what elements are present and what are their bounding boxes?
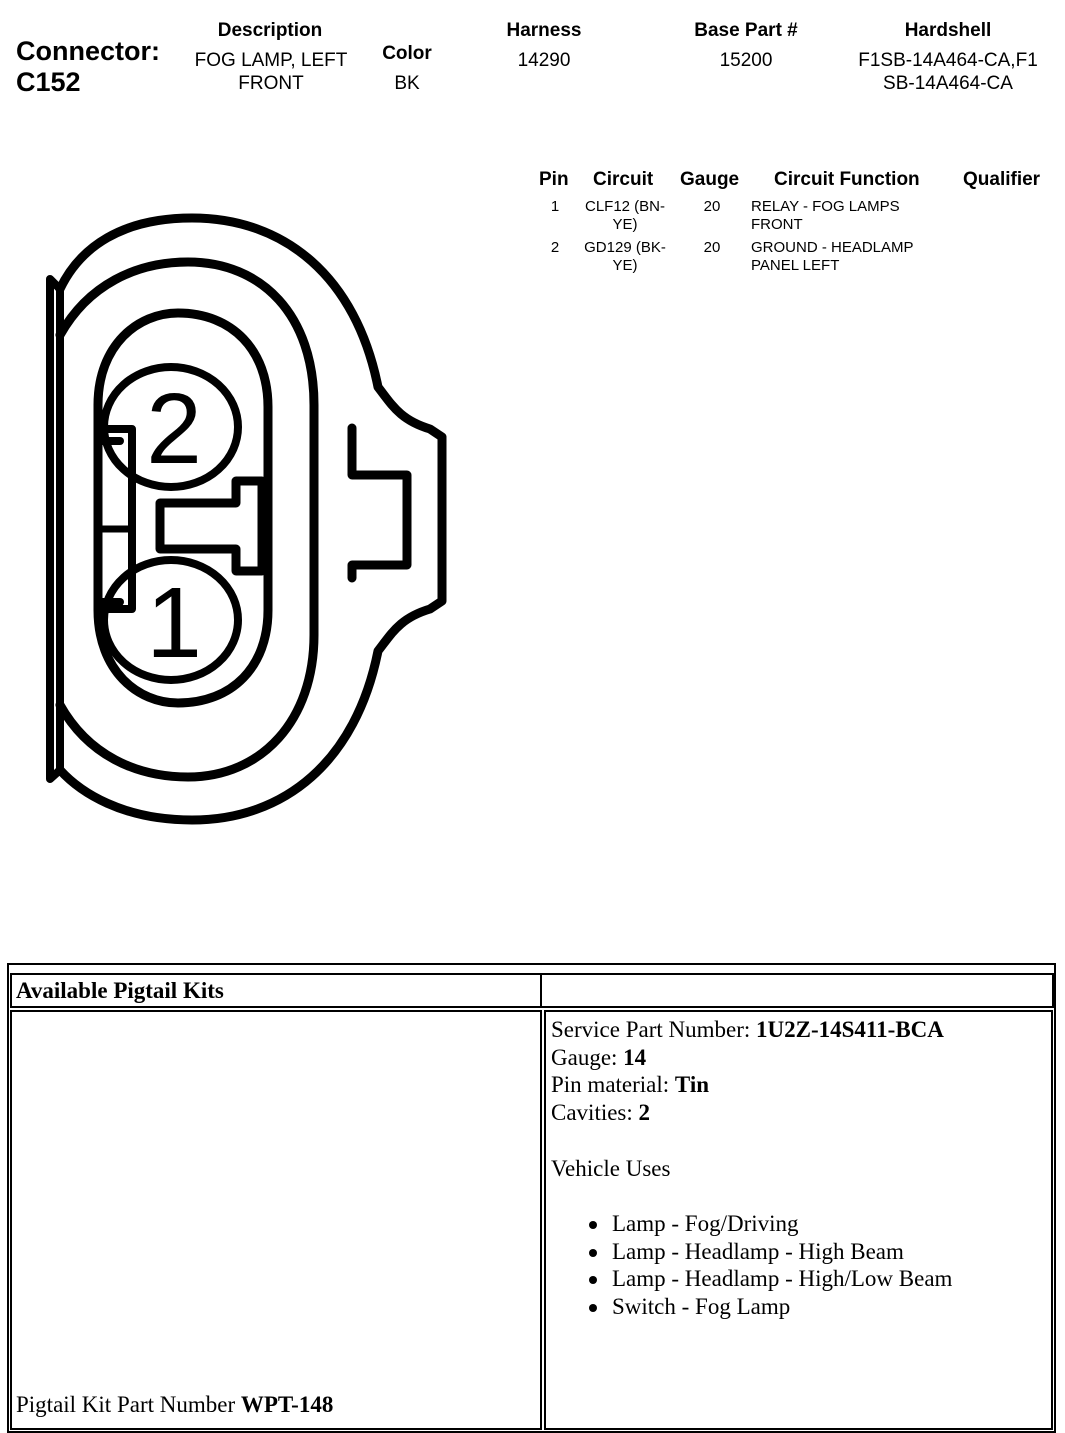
cavities-detail [551, 1100, 650, 1126]
cavities-value: 2 [638, 1100, 651, 1125]
pin-material-value: Tin [674, 1072, 710, 1097]
harness-value: 14290 [517, 50, 571, 71]
kit-part-label: Pigtail Kit Part Number [16, 1392, 236, 1417]
gauge-cell: 20 [703, 198, 721, 215]
pin-col-header: Pin [539, 169, 569, 190]
function-col-header: Circuit Function [774, 169, 920, 190]
service-part-value: 1U2Z-14S411-BCA [756, 1017, 944, 1042]
gauge-col-header: Gauge [680, 169, 740, 190]
description-value: FOG LAMP, LEFT FRONT [194, 50, 348, 94]
gauge-label: Gauge: [551, 1045, 618, 1070]
pigtail-kit-part-number [16, 1392, 333, 1418]
kit-part-value: WPT-148 [240, 1392, 334, 1417]
color-value: BK [394, 73, 420, 94]
gauge-value: 14 [623, 1045, 647, 1070]
function-cell: GROUND - HEADLAMP PANEL LEFT [751, 239, 914, 274]
hardshell-header: Hardshell [904, 20, 992, 41]
base-part-header: Base Part # [694, 20, 798, 41]
hardshell-value: F1SB-14A464-CA,F1SB-14A464-CA [858, 50, 1038, 94]
circuit-cell: CLF12 (BN-YE) [584, 198, 666, 233]
service-part-label: Service Part Number: [551, 1017, 751, 1042]
harness-header: Harness [506, 20, 582, 41]
pin-2-label: 2 [146, 373, 202, 485]
connector-id: C152 [16, 67, 81, 97]
pigtail-kits-title: Available Pigtail Kits [10, 973, 542, 1008]
pin-1-label: 1 [146, 567, 202, 679]
circuit-cell: GD129 (BK-YE) [584, 239, 666, 274]
pigtail-kits-header-spacer [542, 973, 1054, 1008]
pin-material-label: Pin material: [551, 1072, 670, 1097]
vehicle-uses-heading: Vehicle Uses [551, 1156, 671, 1181]
list-item: Lamp - Headlamp - High/Low Beam [586, 1265, 952, 1293]
cavities-label: Cavities: [551, 1100, 633, 1125]
connector-title [16, 36, 160, 98]
pigtail-kit-details [544, 1010, 1053, 1430]
circuit-col-header: Circuit [593, 169, 654, 190]
list-item: Lamp - Headlamp - High Beam [586, 1238, 952, 1266]
pigtail-kit-cell [10, 1010, 542, 1430]
list-item: Lamp - Fog/Driving [586, 1210, 952, 1238]
color-header: Color [382, 43, 432, 64]
latch-recess [352, 428, 407, 578]
pin-material-detail [551, 1072, 709, 1098]
qualifier-col-header: Qualifier [963, 169, 1041, 190]
pin-number: 2 [550, 239, 560, 256]
function-cell: RELAY - FOG LAMPS FRONT [751, 198, 900, 233]
gauge-detail [551, 1045, 646, 1071]
gauge-cell: 20 [703, 239, 721, 256]
service-part-number [551, 1017, 944, 1043]
list-item: Switch - Fog Lamp [586, 1293, 952, 1321]
base-part-value: 15200 [719, 50, 773, 71]
connector-label: Connector: [16, 36, 160, 66]
housing-outer-shell [60, 218, 442, 820]
pin-number: 1 [550, 198, 560, 215]
connector-face-diagram [40, 205, 455, 835]
vehicle-uses-list [586, 1210, 952, 1320]
description-header: Description [217, 20, 323, 41]
